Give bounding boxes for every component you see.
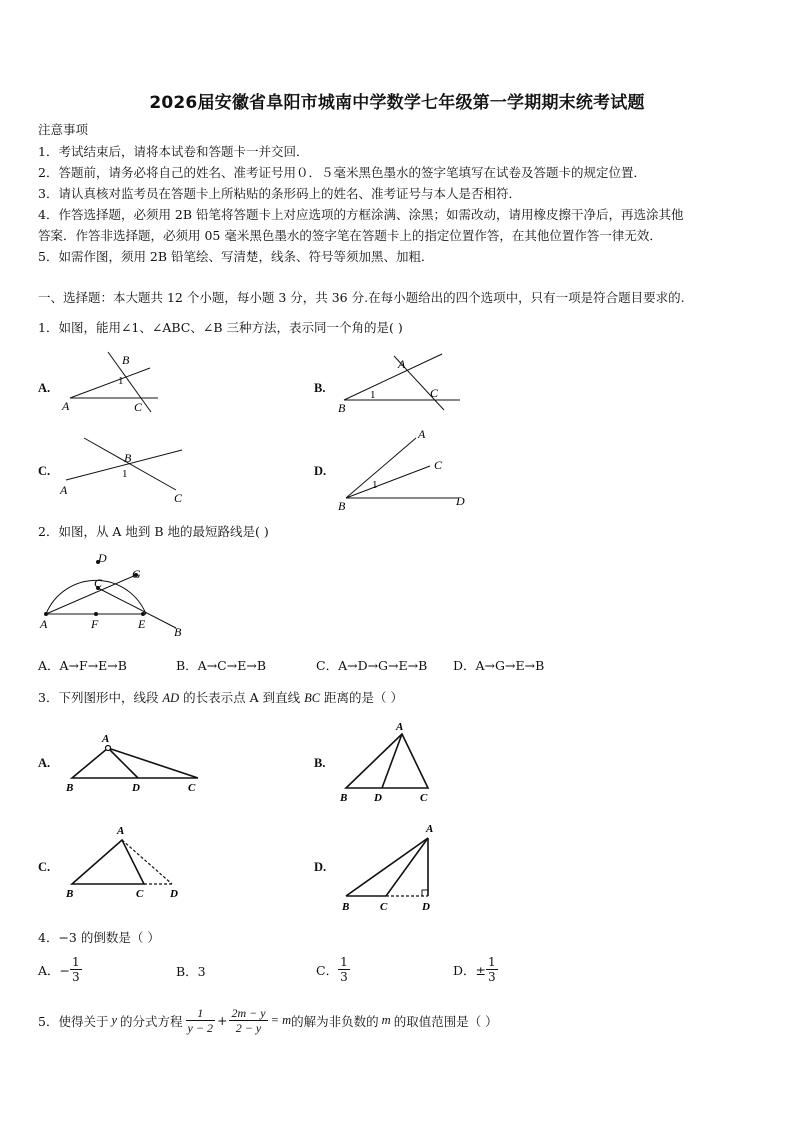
fraction: $\frac{2m - y}{2 - y}$ (231, 1006, 266, 1035)
q5-stem-part: 的取值范围是（ ） (393, 1013, 498, 1029)
q1-option-c-label: C. (38, 464, 51, 478)
q2-answer-b: B．A→C→E→B (176, 658, 267, 673)
question-1-stem: 1．如图，能用∠1、∠ABC、∠B 三种方法，表示同一个角的是( ) (38, 320, 403, 335)
plus-sign: + (216, 1013, 228, 1028)
notice-item: 1．考试结束后，请将本试卷和答题卡一并交回． (38, 144, 309, 159)
question-2-stem: 2．如图，从 A 地到 B 地的最短路线是( ) (38, 524, 269, 539)
point-label: E (138, 617, 146, 631)
q3-figure-a (62, 728, 212, 798)
point-label: D (456, 494, 465, 508)
variable-y: y (111, 1013, 118, 1027)
q3-option-b-label: B. (314, 756, 326, 770)
point-label: B (66, 888, 74, 900)
q4-a-label: A．− (38, 962, 71, 978)
point-label: D (170, 888, 178, 900)
variable-m: m (381, 1013, 391, 1027)
point-label: A (102, 733, 110, 745)
fraction: $\frac{1}{3}$ (488, 955, 496, 984)
fraction: $\frac{1}{y - 2}$ (187, 1006, 213, 1035)
point-label: B (340, 792, 348, 804)
point-label: B (342, 901, 350, 913)
q1-figure-d (336, 424, 476, 514)
angle-label: 1 (370, 389, 376, 401)
q3-figure-b (336, 718, 446, 808)
fraction: $\frac{1}{3}$ (72, 955, 80, 984)
point-label: G (132, 567, 141, 581)
q1-option-d-label: D. (314, 464, 327, 478)
section-heading: 一、选择题：本大题共 12 个小题，每小题 3 分，共 36 分.在每小题给出的四个选项中，只有一项是符合题目要求的. (38, 290, 685, 305)
notice-item: 5．如需作图，须用 2B 铅笔绘、写清楚，线条、符号等须加黑、加粗． (38, 249, 434, 264)
point-label: A (426, 823, 434, 835)
q3-option-d-label: D. (314, 860, 327, 874)
point-label: C (134, 400, 143, 414)
point-label: C (420, 792, 428, 804)
q5-stem-part: 的解为非负数的 (291, 1013, 379, 1029)
q2-answer-d: D．A→G→E→B (453, 658, 545, 673)
q4-answer-c (316, 955, 350, 984)
point-label: F (91, 617, 99, 631)
fraction: $\frac{1}{3}$ (340, 955, 348, 984)
q3-figure-c (62, 820, 192, 905)
question-3-stem (38, 688, 403, 706)
q1-figure-c (58, 434, 188, 506)
q3-stem-part: 距离的是（ ） (324, 690, 404, 705)
point-label: C (94, 576, 103, 590)
question-5-stem (38, 1006, 498, 1035)
notice-item: 答案．作答非选择题，必须用 05 毫米黑色墨水的签字笔在答题卡上的指定位置作答，在其他位置作答一律无效． (38, 228, 662, 243)
q3-figure-d (336, 818, 456, 918)
point-label: A (62, 399, 70, 413)
notice-item: 4．作答选择题，必须用 2B 铅笔将答题卡上对应选项的方框涂满、涂黑；如需改动，请用橡皮擦干净后，再选涂其他 (38, 207, 684, 222)
point-label: B (122, 353, 130, 367)
point-label: A (117, 825, 125, 837)
notice-item: 3．请认真核对监考员在答题卡上所粘贴的条形码上的姓名、准考证号与本人是否相符． (38, 186, 521, 201)
q4-c-label: C． (316, 962, 339, 978)
equals-m: = m (270, 1013, 292, 1027)
q3-stem-part: 3．下列图形中，线段 (38, 690, 159, 705)
point-label: A (40, 617, 48, 631)
point-label: B (338, 499, 346, 513)
q1-figure-b (336, 350, 466, 415)
point-label: D (422, 901, 430, 913)
line-bc: BC (304, 691, 321, 705)
angle-label: 1 (118, 375, 124, 387)
q5-stem-part: 5．使得关于 (38, 1013, 109, 1029)
point-label: C (380, 901, 388, 913)
question-4-stem: 4．−3 的倒数是（ ） (38, 930, 160, 945)
point-label: C (174, 491, 183, 505)
segment-ad: AD (162, 691, 180, 705)
point-label: B (66, 782, 74, 794)
q4-answer-d (453, 955, 498, 984)
q2-figure (36, 550, 196, 642)
q1-figure-a (58, 350, 168, 415)
page-title: 2026届安徽省阜阳市城南中学数学七年级第一学期期末统考试题 (149, 93, 645, 113)
point-label: D (132, 782, 140, 794)
angle-label: 1 (372, 479, 378, 491)
notice-item: 2．答题前，请务必将自己的姓名、准考证号用０．５毫米黑色墨水的签字笔填写在试卷及答题卡的规定位置． (38, 165, 646, 180)
q4-answer-a (38, 955, 82, 984)
point-label: B (174, 625, 182, 639)
angle-label: 1 (122, 468, 128, 480)
q4-answer-b: B．3 (176, 964, 206, 979)
point-label: D (98, 551, 107, 565)
point-label: D (374, 792, 382, 804)
point-label: C (434, 458, 443, 472)
q3-stem-part: 的长表示点 A 到直线 (183, 690, 301, 705)
point-label: A (396, 721, 404, 733)
q5-stem-part: 的分式方程 (120, 1013, 183, 1029)
q2-answer-c: C．A→D→G→E→B (316, 658, 428, 673)
point-label: B (338, 401, 346, 415)
q1-option-b-label: B. (314, 381, 326, 395)
notice-heading: 注意事项 (38, 122, 89, 137)
q1-option-a-label: A. (38, 381, 51, 395)
q4-d-label: D．± (453, 962, 486, 978)
q2-answer-a: A．A→F→E→B (38, 658, 127, 673)
point-label: C (188, 782, 196, 794)
point-label: B (124, 451, 132, 465)
q3-option-a-label: A. (38, 756, 51, 770)
point-label: C (136, 888, 144, 900)
point-label: A (60, 483, 68, 497)
point-label: A (418, 427, 426, 441)
q3-option-c-label: C. (38, 860, 51, 874)
point-label: C (430, 386, 439, 400)
point-label: A (398, 357, 406, 371)
